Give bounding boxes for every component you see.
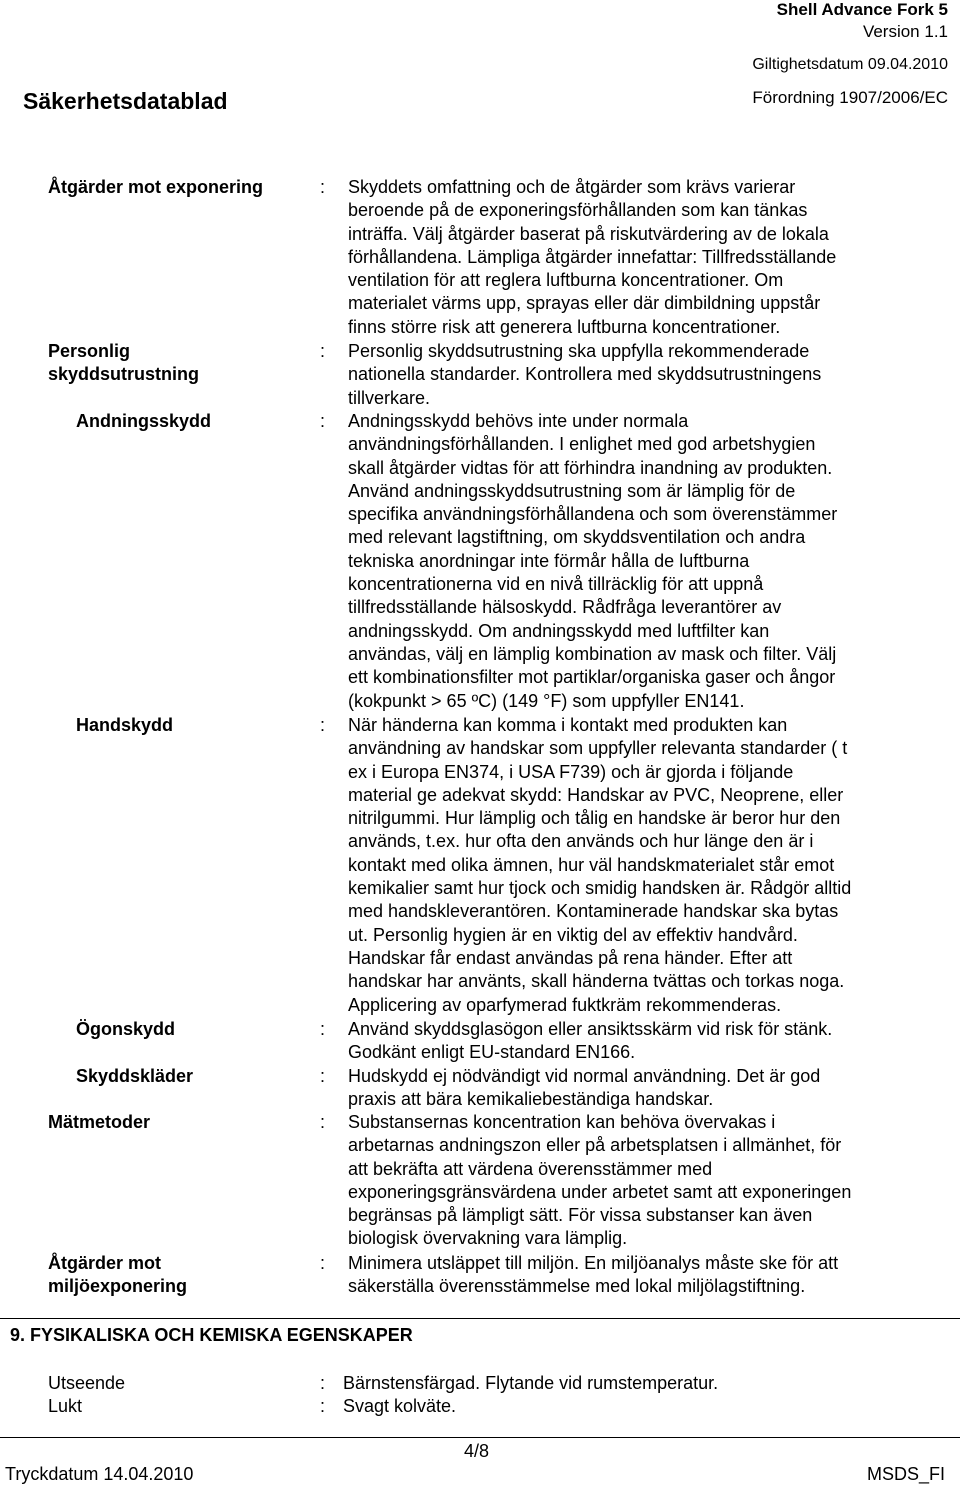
environmental-label-line2: miljöexponering [48, 1276, 188, 1297]
protective-clothing-label: Skyddskläder [76, 1066, 194, 1086]
section-divider [0, 1318, 960, 1319]
text-line: Använd skyddsglasögon eller ansiktsskärm vid risk för stänk. [348, 1019, 833, 1039]
separator-colon: : [320, 1019, 326, 1039]
ppe-label [48, 340, 199, 387]
text-line: materialet värms upp, sprayas eller där dimbildning uppstår [348, 293, 821, 314]
text-line: Godkänt enligt EU-standard EN166. [348, 1042, 636, 1063]
text-line: användning av handskar som uppfyller relevanta standarder ( t [348, 738, 848, 759]
eye-protection-label: Ögonskydd [76, 1019, 176, 1039]
text-line: biologisk övervakning vara lämplig. [348, 1228, 628, 1249]
text-line: beroende på de exponeringsförhållanden som kan tänkas [348, 200, 808, 221]
text-line: säkerställa överensstämmelse med lokal miljölagstiftning. [348, 1276, 806, 1297]
separator-colon: : [320, 1066, 326, 1086]
text-line: kemikalier samt hur tjock och smidig handsken är. Rådgör alltid [348, 878, 852, 899]
document-code: MSDS_FI [866, 1464, 945, 1484]
text-line: begränsas på lämpligt sätt. För vissa substanser kan även [348, 1205, 813, 1226]
environmental-exposure-label [48, 1252, 187, 1299]
text-line: tillfredsställande hälsoskydd. Rådfråga leverantörer av [348, 597, 782, 618]
text-line: förhållandena. Lämpliga åtgärder innefattar: Tillfredsställande [348, 246, 837, 267]
validity-date: Giltighetsdatum 09.04.2010 [752, 56, 948, 73]
product-name: Shell Advance Fork 5 [776, 0, 948, 19]
hand-protection-label: Handskydd [76, 715, 174, 735]
appearance-label: Utseende [48, 1373, 126, 1393]
separator-colon: : [320, 1253, 326, 1273]
ppe-label-line2: skyddsutrustning [48, 364, 200, 385]
separator-colon: : [320, 1373, 326, 1393]
text-line: nitrilgummi. Hur lämplig och tålig en handske är beror hur den [348, 808, 841, 829]
text-line: användas, välj en lämplig kombination av mask och filter. Välj [348, 643, 837, 664]
exposure-measures-text [348, 176, 920, 339]
section-9-title: 9. FYSIKALISKA OCH KEMISKA EGENSKAPER [10, 1325, 413, 1345]
text-line: tillverkare. [348, 387, 431, 408]
separator-colon: : [320, 411, 326, 431]
ppe-text [348, 340, 920, 410]
separator-colon: : [320, 1396, 326, 1416]
odour-label: Lukt [48, 1396, 83, 1416]
text-line: Substansernas koncentration kan behöva övervakas i [348, 1112, 776, 1132]
hand-protection-text [348, 714, 920, 1017]
text-line: praxis att bära kemikaliebeständiga handskar. [348, 1089, 714, 1110]
respiratory-text [348, 410, 920, 713]
ppe-label-line1: Personlig [48, 341, 131, 361]
footer-divider [0, 1437, 960, 1438]
protective-clothing-text [348, 1065, 920, 1112]
respiratory-label: Andningsskydd [76, 411, 212, 431]
separator-colon: : [320, 1112, 326, 1132]
text-line: används, t.ex. hur ofta den används och hur länge den är i [348, 831, 814, 852]
text-line: med relevant lagstiftning, om skyddsventilation och andra [348, 527, 806, 548]
print-date: Tryckdatum 14.04.2010 [5, 1464, 194, 1484]
text-line: koncentrationerna vid en nivå tillräcklig för att uppnå [348, 574, 764, 595]
text-line: exponeringsgränsvärdena under arbetet samt att exponeringen [348, 1181, 852, 1202]
text-line: finns större risk att generera luftburna koncentrationer. [348, 316, 781, 337]
text-line: arbetarnas andningszon eller på arbetsplatsen i allmänhet, för [348, 1135, 842, 1156]
text-line: Skyddets omfattning och de åtgärder som krävs varierar [348, 177, 796, 197]
text-line: ex i Europa EN374, i USA F739) och är gjorda i följande [348, 761, 794, 782]
monitoring-methods-label: Mätmetoder [48, 1112, 151, 1132]
regulation-label: Förordning 1907/2006/EC [752, 88, 948, 107]
separator-colon: : [320, 715, 326, 735]
text-line: tekniska anordningar inte förmår hålla de luftburna [348, 550, 750, 571]
environmental-exposure-text [348, 1252, 920, 1299]
document-title: Säkerhetsdatablad [23, 88, 228, 114]
text-line: andningsskydd. Om andningsskydd med luftfilter kan [348, 620, 770, 641]
text-line: specifika användningsförhållandena och som överenstämmer [348, 504, 838, 525]
eye-protection-text [348, 1018, 920, 1065]
text-line: Handskar får endast användas på rena händer. Efter att [348, 947, 793, 968]
text-line: nationella standarder. Kontrollera med skyddsutrustningens [348, 364, 822, 385]
appearance-value: Bärnstensfärgad. Flytande vid rumstemperatur. [343, 1373, 719, 1393]
text-line: Personlig skyddsutrustning ska uppfylla rekommenderade [348, 341, 810, 361]
monitoring-methods-text [348, 1111, 920, 1251]
text-line: ett kombinationsfilter mot partiklar/organiska gaser och ångor [348, 667, 836, 688]
environmental-label-line1: Åtgärder mot [48, 1253, 162, 1273]
text-line: användningsförhållanden. I enlighet med god arbetshygien [348, 434, 816, 455]
version-label: Version 1.1 [862, 22, 948, 41]
text-line: ut. Personlig hygien är en viktig del av effektiv handvård. [348, 924, 798, 945]
exposure-measures-label: Åtgärder mot exponering [48, 177, 264, 197]
page-number: 4/8 [464, 1441, 490, 1461]
text-line: handskar har använts, skall händerna tvättas och torkas noga. [348, 971, 845, 992]
text-line: Hudskydd ej nödvändigt vid normal användning. Det är god [348, 1066, 821, 1086]
text-line: skall åtgärder vidtas för att förhindra inandning av produkten. [348, 457, 833, 478]
text-line: att bekräfta att värdena överensstämmer med [348, 1158, 713, 1179]
odour-value: Svagt kolväte. [343, 1396, 457, 1416]
text-line: material ge adekvat skydd: Handskar av PVC, Neoprene, eller [348, 784, 844, 805]
text-line: med handskleverantören. Kontaminerade handskar ska bytas [348, 901, 839, 922]
text-line: Applicering av oparfymerad fuktkräm rekommenderas. [348, 994, 782, 1015]
separator-colon: : [320, 341, 326, 361]
text-line: inträffa. Välj åtgärder baserat på riskutvärdering av de lokala [348, 223, 829, 244]
text-line: Minimera utsläppet till miljön. En miljöanalys måste ske för att [348, 1253, 839, 1273]
text-line: ventilation för att reglera luftburna koncentrationer. Om [348, 270, 784, 291]
text-line: När händerna kan komma i kontakt med produkten kan [348, 715, 788, 735]
text-line: kontakt med olika ämnen, hur väl handskmaterialet står emot [348, 854, 835, 875]
separator-colon: : [320, 177, 326, 197]
text-line: Andningsskydd behövs inte under normala [348, 411, 689, 431]
text-line: (kokpunkt > 65 ºC) (149 °F) som uppfyller EN141. [348, 690, 745, 711]
text-line: Använd andningsskyddsutrustning som är lämplig för de [348, 480, 796, 501]
